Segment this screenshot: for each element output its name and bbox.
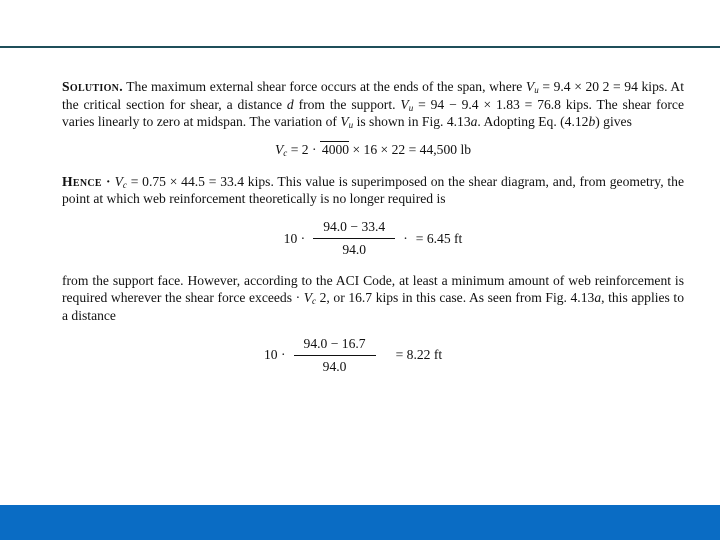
solution-text-3: from the support. xyxy=(298,96,396,112)
vu-variable-2: V xyxy=(400,96,409,112)
fig-letter-a-2: a xyxy=(594,290,602,305)
equation-1-prefix: 10 · xyxy=(283,230,306,246)
solution-text-7: ) gives xyxy=(595,114,632,129)
sqrt-radicand: 4000 xyxy=(321,141,350,157)
vu-subscript-2: u xyxy=(408,102,414,113)
vu-variable: V xyxy=(525,79,535,94)
fraction-2-denominator: 94.0 xyxy=(322,358,347,374)
equation-1-result: = 6.45 ft xyxy=(415,230,463,246)
equation-distance-1 xyxy=(62,214,684,264)
aci-text-3: , this applies to a distance xyxy=(62,290,684,323)
hence-paragraph xyxy=(62,173,684,208)
solution-text-5: is shown in Fig. 4.13 xyxy=(356,114,471,129)
equation-vc xyxy=(62,140,684,160)
fraction-1 xyxy=(313,218,395,259)
aci-text-1: from the support face. However, according to the ACI Code, at least a minimum amount of web reinforcement is required wherever the shear force exceeds · xyxy=(62,272,684,305)
equation-distance-2 xyxy=(62,330,684,380)
vc-subscript-3: c xyxy=(312,296,317,306)
fraction-1-denominator: 94.0 xyxy=(342,242,367,257)
aci-text-2: 2, or 16.7 kips in this case. As seen from Fig. 4.13 xyxy=(319,290,595,305)
fig-letter-a: a xyxy=(470,114,478,129)
solution-paragraph xyxy=(62,78,684,131)
eq-letter-b: b xyxy=(588,114,596,129)
hence-label: Hence · xyxy=(62,173,111,189)
equation-2-prefix: 10 · xyxy=(264,347,286,363)
vc-variable: V xyxy=(274,141,284,157)
vu-subscript-3: u xyxy=(348,120,354,130)
fraction-1-numerator: 94.0 − 33.4 xyxy=(313,218,395,239)
equation-vc-rhs: × 16 × 22 = 44,500 lb xyxy=(352,141,472,157)
vc-variable-2: V xyxy=(114,173,123,189)
equation-1-dot: · xyxy=(403,230,408,246)
vc-subscript: c xyxy=(283,147,288,158)
solution-heading: Solution. xyxy=(62,79,123,94)
vc-subscript-2: c xyxy=(122,179,127,190)
d-variable: d xyxy=(286,96,294,112)
solution-text-6: . Adopting Eq. (4.12 xyxy=(477,114,589,129)
equation-vc-lhs: = 2 · xyxy=(290,141,317,157)
fraction-2 xyxy=(294,335,376,376)
vu-variable-3: V xyxy=(340,114,349,129)
vc-variable-3: V xyxy=(303,290,313,305)
equation-2-result: = 8.22 ft xyxy=(395,347,443,363)
footer-bar xyxy=(0,505,720,540)
top-divider xyxy=(0,46,720,48)
solution-text-4: = 94 − 9.4 × 1.83 = 76.8 kips. The shear force varies linearly to zero at midspan. The variation of xyxy=(62,96,684,129)
vu-subscript: u xyxy=(534,85,539,95)
document-body xyxy=(62,78,684,388)
fraction-2-numerator: 94.0 − 16.7 xyxy=(294,335,376,356)
solution-text-1: The maximum external shear force occurs at the ends of the span, where xyxy=(126,79,523,94)
aci-paragraph xyxy=(62,272,684,325)
solution-text-2: = 9.4 × 20 2 = 94 kips. At the critical section for shear, a distance xyxy=(62,79,684,112)
hence-text: = 0.75 × 44.5 = 33.4 kips. This value is superimposed on the shear diagram, and, from geometry, the point at which web reinforcement theoretically is no longer required is xyxy=(62,173,684,206)
